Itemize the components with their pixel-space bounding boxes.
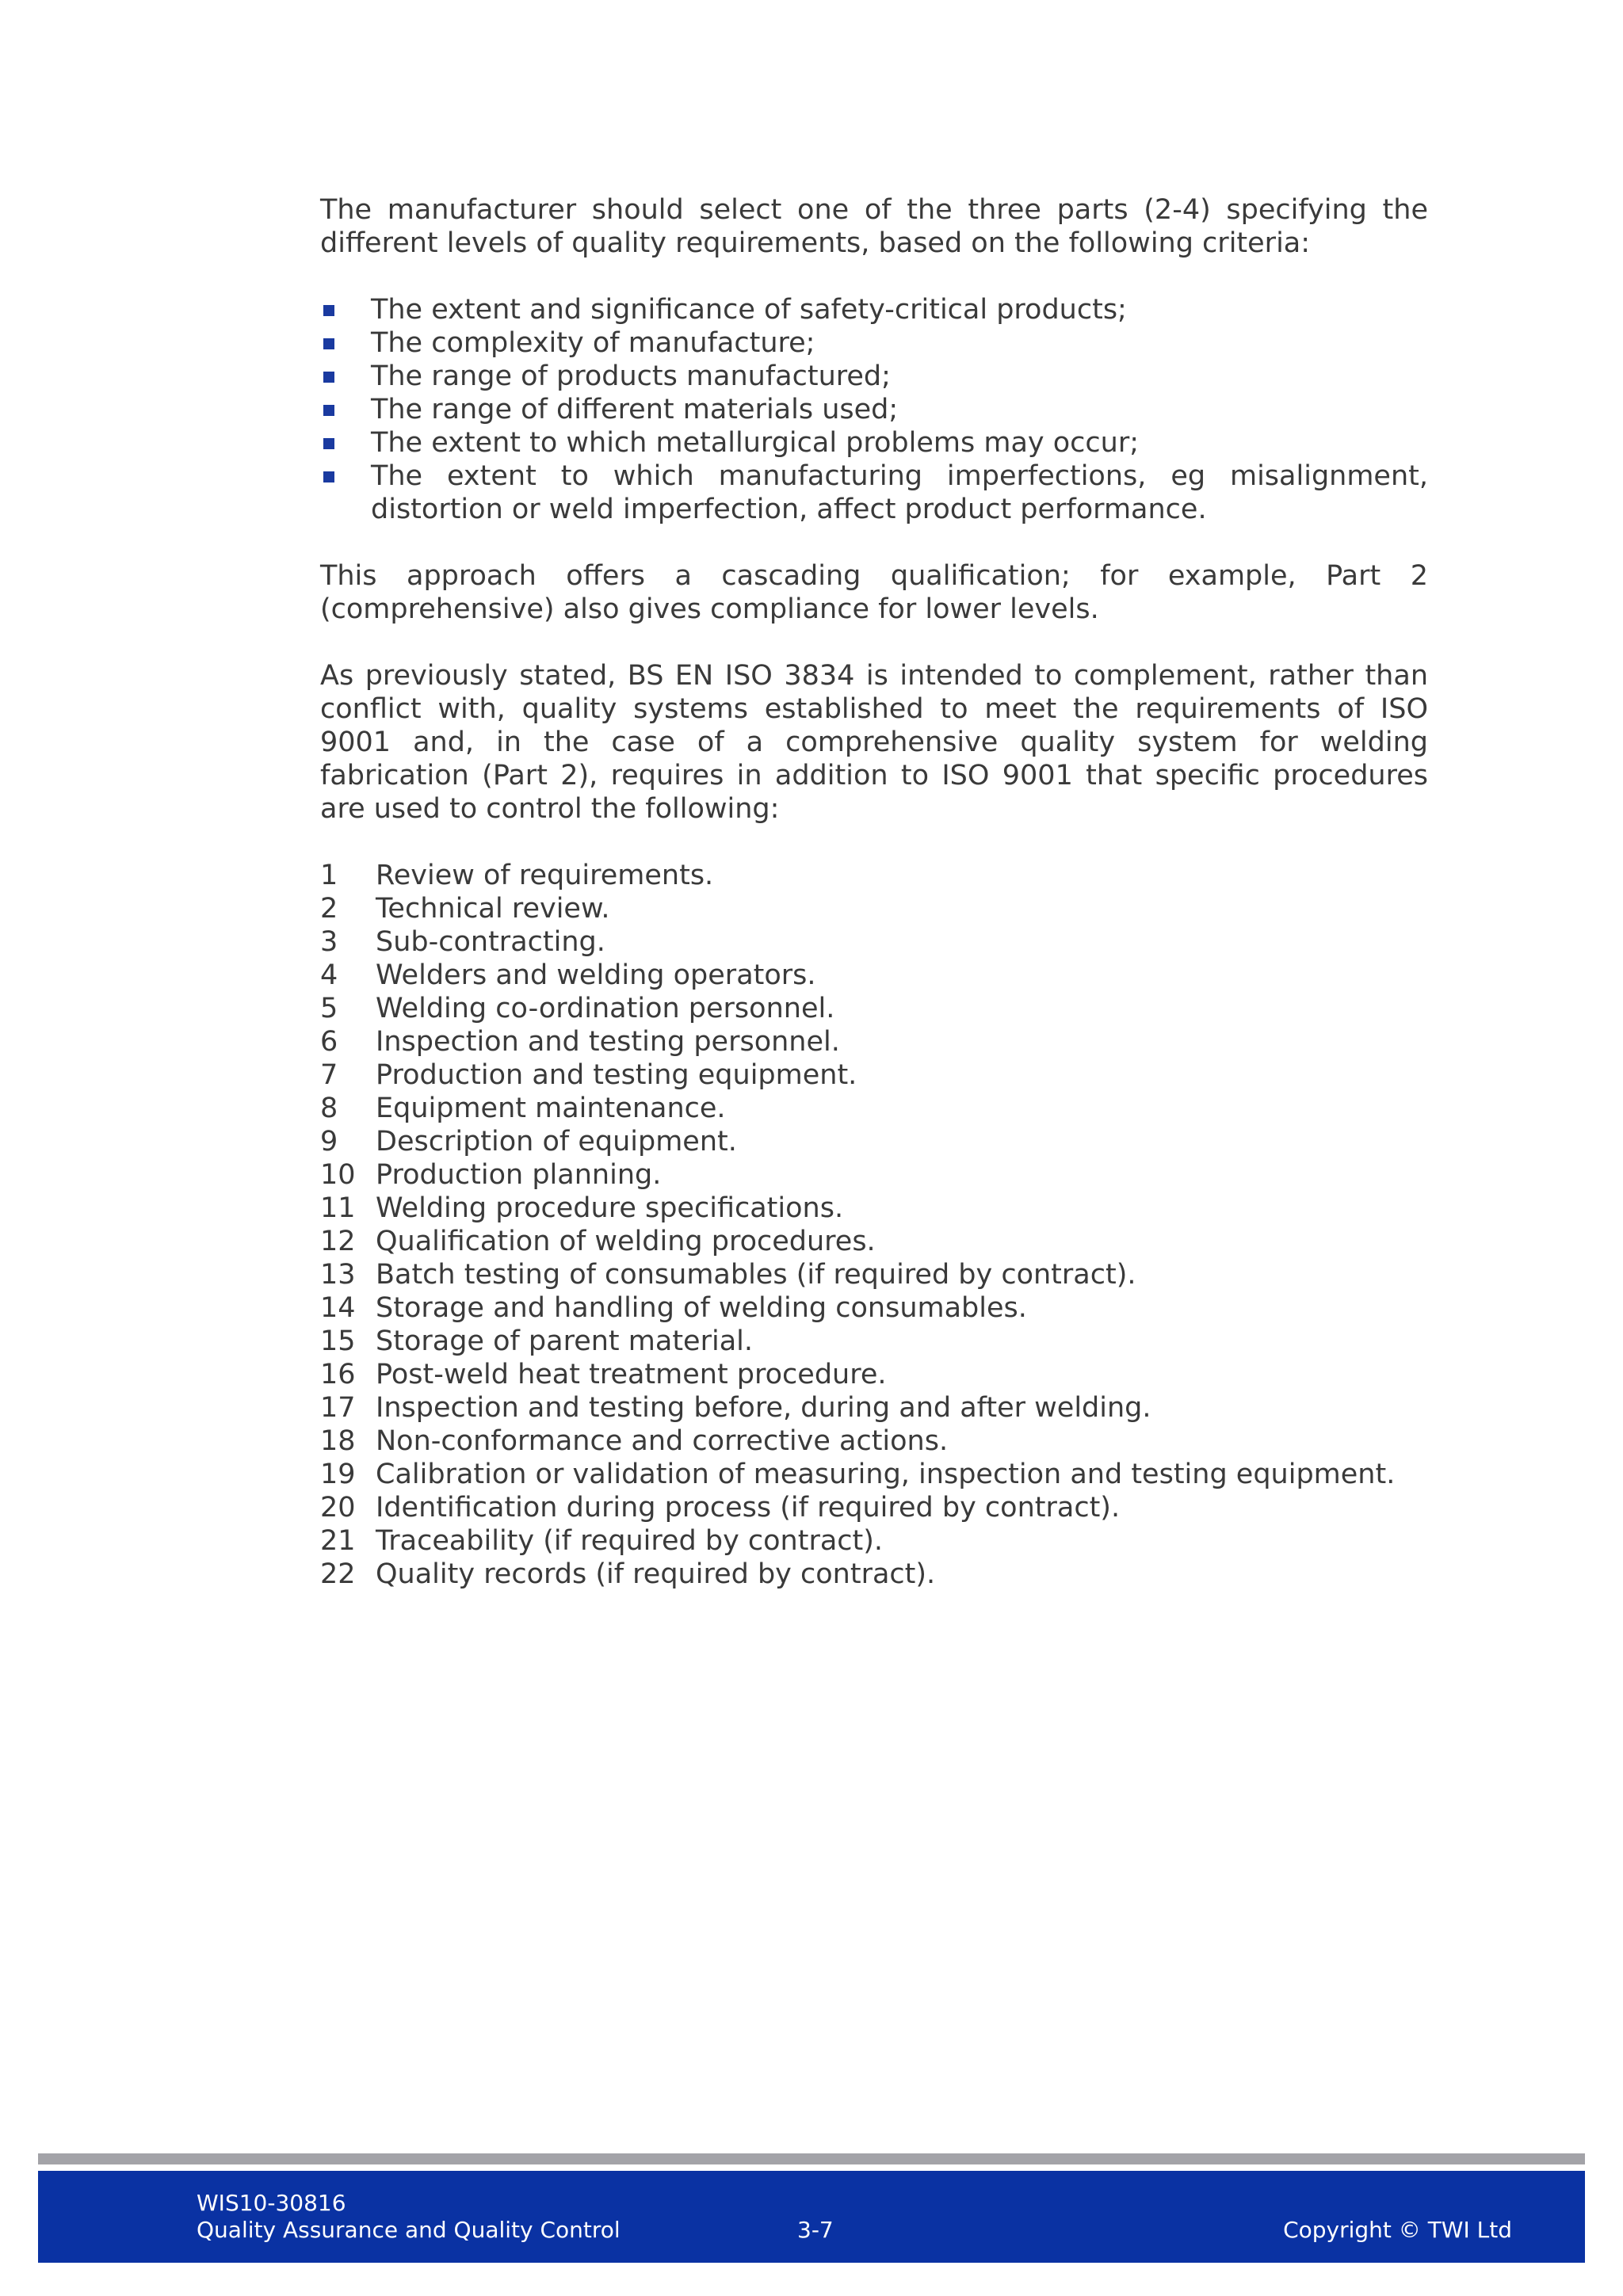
procedure-text: Welders and welding operators.: [376, 959, 816, 991]
criteria-text: The range of different materials used;: [371, 394, 899, 425]
procedure-number: 14: [320, 1292, 356, 1324]
criteria-text: The extent to which metallurgical problems may occur;: [371, 427, 1139, 459]
procedure-item: [320, 992, 1428, 1025]
procedure-text: Storage of parent material.: [376, 1325, 753, 1357]
procedure-item: [320, 1558, 1428, 1591]
criteria-item: [320, 360, 1428, 393]
procedure-text: Description of equipment.: [376, 1126, 737, 1158]
procedure-text: Traceability (if required by contract).: [376, 1525, 884, 1557]
criteria-text: The range of products manufactured;: [371, 360, 891, 392]
procedure-number: 21: [320, 1525, 356, 1557]
procedure-item: [320, 1125, 1428, 1158]
procedure-text: Post-weld heat treatment procedure.: [376, 1359, 887, 1390]
procedure-text: Inspection and testing before, during and after welding.: [376, 1392, 1151, 1424]
document-title: Quality Assurance and Quality Control: [197, 2217, 621, 2243]
procedure-text: Equipment maintenance.: [376, 1093, 726, 1124]
procedure-number: 16: [320, 1359, 356, 1390]
procedure-number: 6: [320, 1026, 338, 1058]
procedure-item: [320, 1258, 1428, 1291]
square-bullet-icon: [323, 305, 334, 316]
procedure-text: Batch testing of consumables (if required by contract).: [376, 1259, 1136, 1291]
procedure-number: 12: [320, 1226, 356, 1257]
criteria-list: [320, 293, 1428, 526]
procedure-number: 22: [320, 1558, 356, 1590]
copyright-notice: Copyright © TWI Ltd: [1283, 2217, 1512, 2243]
procedure-text: Production planning.: [376, 1159, 662, 1191]
procedure-item: [320, 1158, 1428, 1192]
procedure-item: [320, 959, 1428, 992]
procedure-text: Sub-contracting.: [376, 926, 605, 958]
criteria-text: The complexity of manufacture;: [371, 327, 815, 359]
criteria-item: [320, 460, 1428, 526]
procedure-item: [320, 1425, 1428, 1458]
procedure-text: Calibration or validation of measuring, inspection and testing equipment.: [376, 1459, 1396, 1490]
procedure-text: Storage and handling of welding consumables.: [376, 1292, 1027, 1324]
procedure-number: 10: [320, 1159, 356, 1191]
document-code: WIS10-30816: [197, 2190, 346, 2216]
procedure-item: [320, 892, 1428, 925]
procedure-text: Technical review.: [376, 893, 610, 925]
procedure-number: 15: [320, 1325, 356, 1357]
procedure-text: Welding procedure specifications.: [376, 1192, 844, 1224]
procedure-number: 2: [320, 893, 338, 925]
procedure-item: [320, 1025, 1428, 1058]
procedure-text: Non-conformance and corrective actions.: [376, 1425, 949, 1457]
procedure-number: 20: [320, 1492, 356, 1524]
procedure-number: 11: [320, 1192, 356, 1224]
page-number: 3-7: [797, 2217, 834, 2243]
page-content: [320, 193, 1428, 1591]
procedure-item: [320, 925, 1428, 959]
square-bullet-icon: [323, 405, 334, 416]
procedure-number: 18: [320, 1425, 356, 1457]
criteria-item: [320, 393, 1428, 426]
square-bullet-icon: [323, 372, 334, 383]
procedure-number: 4: [320, 959, 338, 991]
criteria-item: [320, 326, 1428, 360]
procedure-text: Inspection and testing personnel.: [376, 1026, 840, 1058]
footer-divider: [38, 2153, 1585, 2164]
square-bullet-icon: [323, 471, 334, 482]
procedure-item: [320, 859, 1428, 892]
previously-stated-paragraph: As previously stated, BS EN ISO 3834 is intended to complement, rather than conflict with, quality systems established to meet the requirements of ISO 9001 and, in the case of a comprehensive quality system for welding fabrication (Part 2), requires in addition to ISO 9001 that specific procedures are used to control the following:: [320, 660, 1428, 825]
procedure-text: Production and testing equipment.: [376, 1059, 857, 1091]
procedure-number: 8: [320, 1093, 338, 1124]
square-bullet-icon: [323, 338, 334, 349]
page-footer: [38, 2171, 1585, 2263]
criteria-text: The extent and significance of safety-critical products;: [371, 294, 1127, 326]
approach-paragraph: This approach offers a cascading qualification; for example, Part 2 (comprehensive) also gives compliance for lower levels.: [320, 560, 1428, 625]
procedure-number: 13: [320, 1259, 356, 1291]
procedure-number: 9: [320, 1126, 338, 1158]
procedure-text: Quality records (if required by contract).: [376, 1558, 936, 1590]
procedure-item: [320, 1058, 1428, 1092]
procedure-number: 7: [320, 1059, 338, 1091]
procedure-item: [320, 1358, 1428, 1391]
criteria-item: [320, 293, 1428, 326]
intro-paragraph: The manufacturer should select one of the three parts (2-4) specifying the different levels of quality requirements, based on the following criteria:: [320, 194, 1428, 259]
procedure-item: [320, 1391, 1428, 1425]
procedure-text: Identification during process (if required by contract).: [376, 1492, 1121, 1524]
procedure-item: [320, 1092, 1428, 1125]
procedure-item: [320, 1225, 1428, 1258]
procedure-number: 5: [320, 993, 338, 1024]
procedures-list: [320, 859, 1428, 1591]
procedure-number: 17: [320, 1392, 356, 1424]
procedure-number: 19: [320, 1459, 356, 1490]
procedure-text: Review of requirements.: [376, 860, 714, 891]
procedure-item: [320, 1192, 1428, 1225]
procedure-item: [320, 1491, 1428, 1524]
criteria-text: The extent to which manufacturing imperfections, eg misalignment, distortion or weld imperfection, affect product performance.: [371, 460, 1428, 525]
procedure-number: 3: [320, 926, 338, 958]
procedure-number: 1: [320, 860, 338, 891]
procedure-item: [320, 1524, 1428, 1558]
procedure-text: Qualification of welding procedures.: [376, 1226, 876, 1257]
square-bullet-icon: [323, 438, 334, 449]
procedure-item: [320, 1458, 1428, 1491]
procedure-text: Welding co-ordination personnel.: [376, 993, 835, 1024]
procedure-item: [320, 1291, 1428, 1325]
procedure-item: [320, 1325, 1428, 1358]
criteria-item: [320, 426, 1428, 460]
